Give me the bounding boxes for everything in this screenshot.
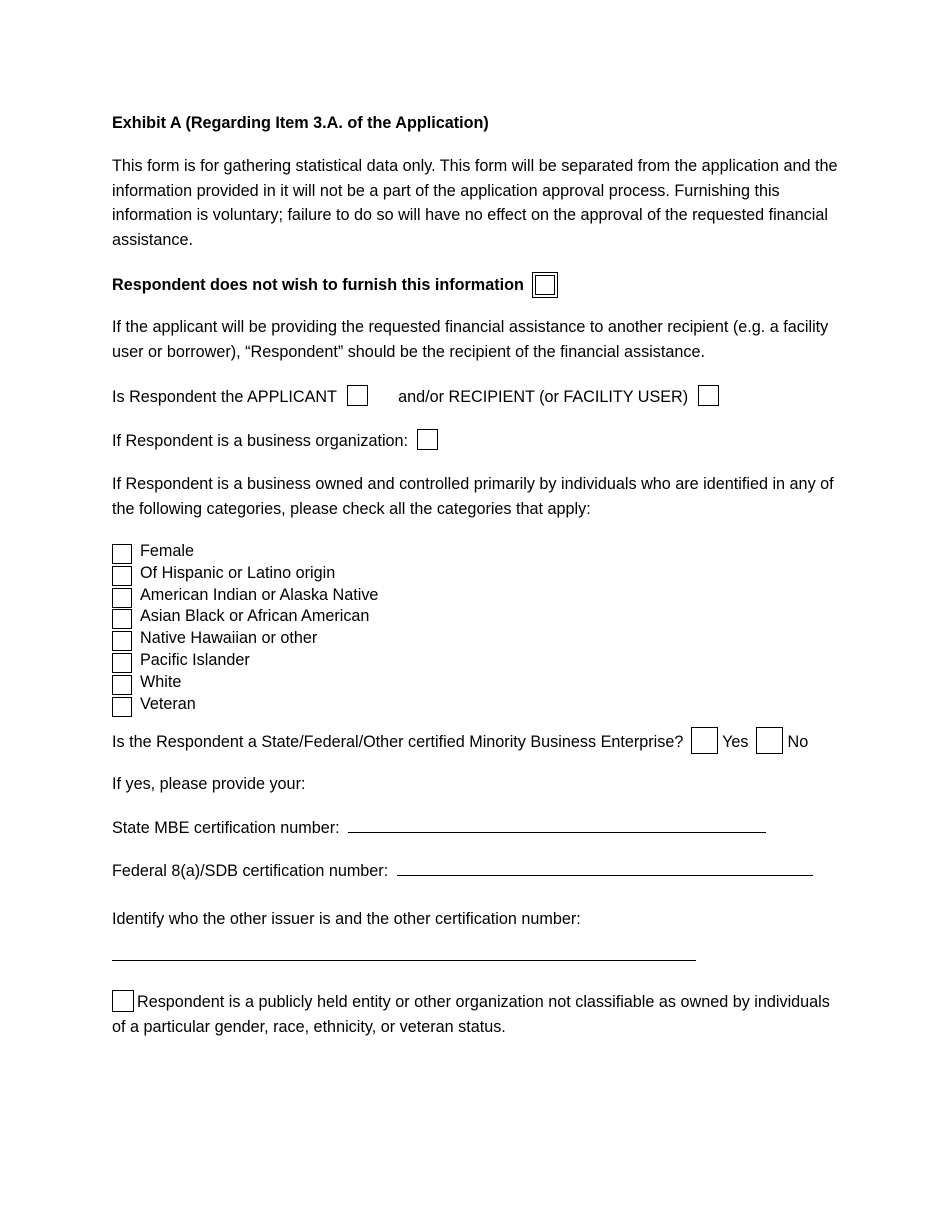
applicant-checkbox[interactable] — [347, 385, 368, 406]
mbe-yes-label: Yes — [722, 732, 749, 751]
business-org-row — [112, 429, 438, 454]
mbe-no-checkbox[interactable] — [756, 727, 783, 754]
federal-row — [112, 859, 813, 884]
recipient-note: If the applicant will be providing the requested financial assistance to another recipient (e.g. a facility user or borrower), “Respondent” should be the recipient of the financial assistance. — [112, 318, 829, 361]
category-label: Asian Black or African American — [140, 607, 370, 626]
recipient-checkbox[interactable] — [698, 385, 719, 406]
state-mbe-input-line[interactable] — [348, 818, 766, 833]
category-label: Native Hawaiian or other — [140, 629, 318, 648]
category-checkbox[interactable] — [112, 566, 132, 586]
recipient-label: and/or RECIPIENT (or FACILITY USER) — [398, 388, 689, 406]
state-mbe-label: State MBE certification number: — [112, 819, 340, 837]
publicly-held-checkbox[interactable] — [112, 990, 134, 1012]
category-checkbox[interactable] — [112, 609, 132, 629]
other-issuer-input-line[interactable] — [112, 946, 696, 961]
category-checkbox[interactable] — [112, 631, 132, 651]
respondent-role-row — [112, 385, 719, 410]
publicly-held-row — [112, 990, 840, 1039]
federal-label: Federal 8(a)/SDB certification number: — [112, 862, 389, 880]
category-label: White — [140, 672, 182, 691]
mbe-yes-checkbox[interactable] — [691, 727, 718, 754]
decline-row — [112, 271, 558, 299]
category-label: American Indian or Alaska Native — [140, 585, 379, 604]
form-title: Exhibit A (Regarding Item 3.A. of the Application) — [112, 114, 489, 132]
decline-checkbox[interactable] — [532, 272, 558, 298]
category-checkbox[interactable] — [112, 675, 132, 695]
mbe-no-label: No — [787, 732, 809, 751]
categories-intro: If Respondent is a business owned and controlled primarily by individuals who are identified in any of the following categories, please check all the categories that apply: — [112, 475, 834, 518]
category-checkbox[interactable] — [112, 697, 132, 717]
federal-input-line[interactable] — [397, 861, 813, 876]
business-org-checkbox[interactable] — [417, 429, 438, 450]
other-issuer-label: Identify who the other issuer is and the other certification number: — [112, 910, 581, 928]
if-yes-label: If yes, please provide your: — [112, 775, 306, 793]
category-label: Of Hispanic or Latino origin — [140, 563, 336, 582]
applicant-label: Is Respondent the APPLICANT — [112, 388, 337, 406]
mbe-row — [112, 729, 808, 757]
business-org-label: If Respondent is a business organization: — [112, 432, 409, 450]
publicly-held-text: Respondent is a publicly held entity or other organization not classifiable as owned by individuals of a particular gender, race, ethnicity, or veteran status. — [112, 993, 830, 1036]
mbe-question: Is the Respondent a State/Federal/Other certified Minority Business Enterprise? — [112, 732, 684, 751]
category-checkbox[interactable] — [112, 653, 132, 673]
intro-paragraph: This form is for gathering statistical data only. This form will be separated from the application and the information provided in it will not be a part of the application approval process. Furnishing this information is voluntary; failure to do so will have no effect on the approval of the requested financial assistance. — [112, 157, 838, 249]
category-label: Pacific Islander — [140, 650, 250, 669]
decline-label: Respondent does not wish to furnish this information — [112, 276, 524, 294]
state-mbe-row — [112, 816, 766, 841]
category-label: Veteran — [140, 694, 196, 713]
category-checkbox[interactable] — [112, 544, 132, 564]
category-label: Female — [140, 542, 194, 560]
category-checkbox[interactable] — [112, 588, 132, 608]
